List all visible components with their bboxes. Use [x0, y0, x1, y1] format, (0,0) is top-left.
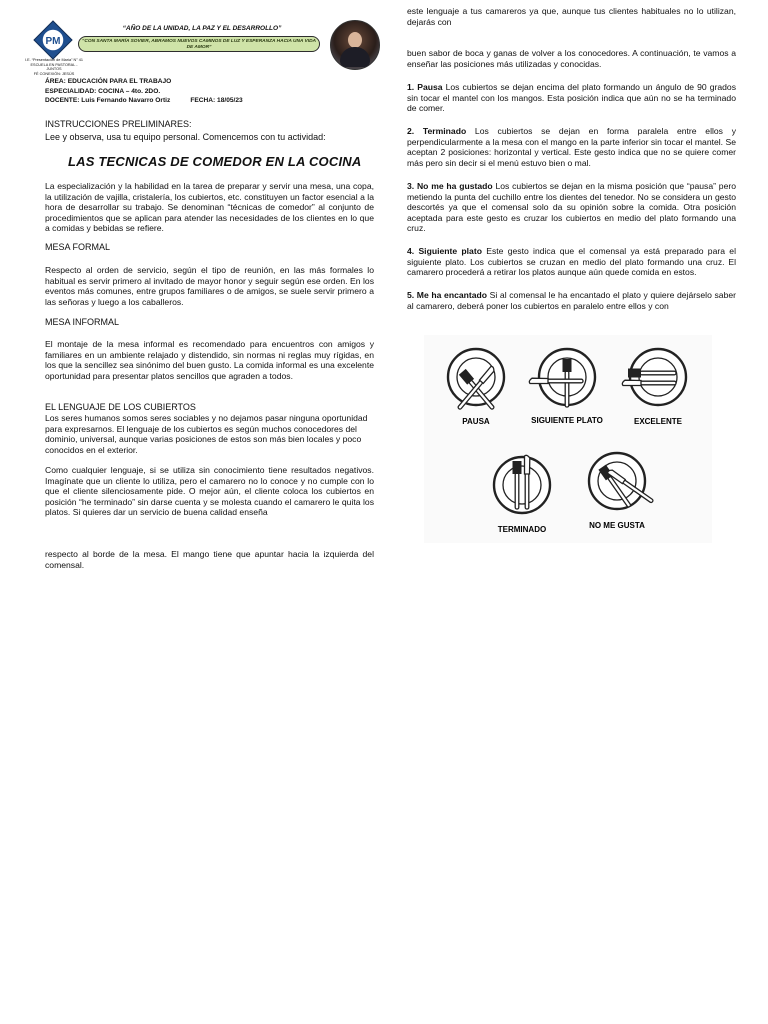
caption-no-me-gusta: NO ME GUSTA [589, 521, 645, 530]
founder-portrait [330, 20, 380, 70]
caption-pausa: PAUSA [462, 417, 490, 426]
position-item-pausa [407, 82, 736, 114]
item-label: 5. Me ha encantado [407, 290, 488, 300]
position-item-encantado [407, 290, 736, 311]
instructions-text: Lee y observa, usa tu equipo personal. Comencemos con tu actividad: [45, 132, 326, 142]
terminado-icon [494, 455, 550, 513]
no-me-gusta-icon [589, 453, 654, 509]
item-label: 1. Pausa [407, 82, 443, 92]
item-text: Los cubiertos se dejan en la misma posición que “pausa” pero metiendo la punta del cuchillo entre los dientes del tenedor. No se considera un gesto descortés ya que el comensal solo da su opinión sobre la comida. Otra posición aceptada para este gesto es cruzar los cubiertos en medio del plato formando una cruz. [407, 181, 736, 234]
item-text: Los cubiertos se dejan en forma paralela entre ellos y perpendicularmente a la mesa con el mango en la parte inferior sin tocar el mantel. Se aceptan 2 posiciones: horizontal y vertical. Este gesto indica que no se quiere comer más pero sin decir si el menú estuvo bien o mal. [407, 126, 736, 168]
intro-paragraph: La especialización y la habilidad en la tarea de preparar y servir una mesa, una copa, la utilización de vajilla, cristalería, los cubiertos, etc. constituyen un factor esencial a la hora de desarrollar su trabajo. Se denominan “técnicas de comedor” al conjunto de procedimientos que se aplican para atender las necesidades de los clientes en lo que a comidas y bebidas se refiere. [45, 181, 374, 234]
siguiente-plato-icon [529, 349, 595, 407]
specialty-line: ESPECIALIDAD: COCINA – 4to. 2DO. [45, 87, 161, 95]
formal-paragraph: Respecto al orden de servicio, según el tipo de reunión, en las más formales lo habitual es servir primero al invitado de mayor honor y seguir según ese orden. En los eventos más comunes, entre grupos familiares o de amigos, se suele servir primero a las señoras y luego a los caballeros. [45, 265, 374, 307]
item-text: Los cubiertos se dejan encima del plato formando un ángulo de 90 grados sin tocar el mantel con los mangos. Esta posición indica que aún no se ha terminado de comer. [407, 82, 736, 114]
motto-banner: “CON SANTA MARÍA SOVIER, ABRAMOS NUEVOS CAMINOS DE LUZ Y ESPERANZA HACIA UNA VIDA DE AMOR” [78, 36, 320, 52]
year-motto: “AÑO DE LA UNIDAD, LA PAZ Y EL DESARROLLO” [122, 25, 282, 32]
area-line: ÁREA: EDUCACIÓN PARA EL TRABAJO [45, 78, 172, 85]
continuation-paragraph: respecto al borde de la mesa. El mango tiene que apuntar hacia la izquierda del comensal. [45, 549, 374, 570]
course-meta [45, 77, 243, 106]
language-paragraph: Como cualquier lenguaje, si se utiliza sin conocimiento tiene resultados negativos. Imagínate que un cliente lo utiliza, pero el camarero no lo conoce y no cumple con lo que el cliente silenciosamente pide. O mejor aún, el cliente coloca los cubiertos en posición “he terminado” sin darse cuenta y se molesta cuando el camarero le quita los platos. Si quieres dar un servicio de buena calidad enseña [45, 465, 374, 518]
item-label: 3. No me ha gustado [407, 181, 493, 191]
intro-positions-paragraph: buen sabor de boca y ganas de volver a los conocedores. A continuación, te vamos a enseñar las posiciones más utilizadas y conocidas. [407, 48, 736, 69]
school-line: ESCUELA EN PASTORAL - JUNTOS [30, 62, 78, 71]
caption-excelente: EXCELENTE [633, 417, 683, 426]
instructions-title: INSTRUCCIONES PRELIMINARES: [45, 119, 192, 129]
date-line: FECHA: 18/05/23 [190, 97, 243, 105]
informal-paragraph: El montaje de la mesa informal es recomendado para encuentros con amigos y familiares en un ambiente relajado y distendido, sin normas ni reglas muy rígidas, en los que la sencillez sea sinónimo del buen gusto. La comida informal es una excelente oportunidad para presentar platos sencillos que agraden a todos. [45, 339, 374, 381]
item-label: 4. Siguiente plato [407, 246, 482, 256]
cutlery-paragraph: Los seres humanos somos seres sociables y no dejamos pasar ninguna oportunidad para expresarnos. El lenguaje de los cubiertos es según muchos conocedores del dominio, universal, aunque varias posiciones de estos son más bien locales y poco conocidos en el exterior. [45, 413, 368, 455]
caption-siguiente: SIGUIENTE PLATO [531, 416, 603, 425]
item-text: Si al comensal le ha encantado el plato y quiere dejárselo saber al camarero, deberá poner los cubiertos en paralelo entre ellos y con [407, 290, 736, 311]
section-heading-formal: MESA FORMAL [45, 242, 111, 252]
caption-terminado: TERMINADO [497, 525, 547, 534]
item-label: 2. Terminado [407, 126, 467, 136]
school-name [24, 58, 84, 76]
pausa-icon [448, 349, 504, 411]
school-logo [33, 20, 73, 60]
section-heading-informal: MESA INFORMAL [45, 317, 120, 327]
teacher-line: DOCENTE: Luis Fernando Navarro Ortiz [45, 97, 171, 105]
position-item-terminado [407, 126, 736, 168]
right-top-paragraph: este lenguaje a tus camareros ya que, aunque tus clientes habituales no lo utilizan, dejarás con [407, 6, 736, 27]
position-item-no-gusta [407, 181, 736, 234]
excelente-icon [622, 349, 686, 405]
school-line: I.E. “Presentación de María” N° 41 [24, 58, 84, 62]
school-line: FÉ CONEXIÓN: JESÚS [33, 71, 75, 76]
page-title: LAS TECNICAS DE COMEDOR EN LA COCINA [68, 154, 362, 169]
logo-letters: PM [45, 36, 61, 47]
cutlery-positions-figure [424, 335, 712, 543]
cutlery-diagram [424, 335, 712, 543]
section-heading-cutlery: EL LENGUAJE DE LOS CUBIERTOS [45, 402, 196, 412]
item-text: Este gesto indica que el comensal ya está preparado para el siguiente plato. Los cubiertos se cruzan en medio del plato formando una cruz. El camarero procederá a retirar los platos aunque aún quede comida en estos. [407, 246, 736, 278]
position-item-siguiente [407, 246, 736, 278]
